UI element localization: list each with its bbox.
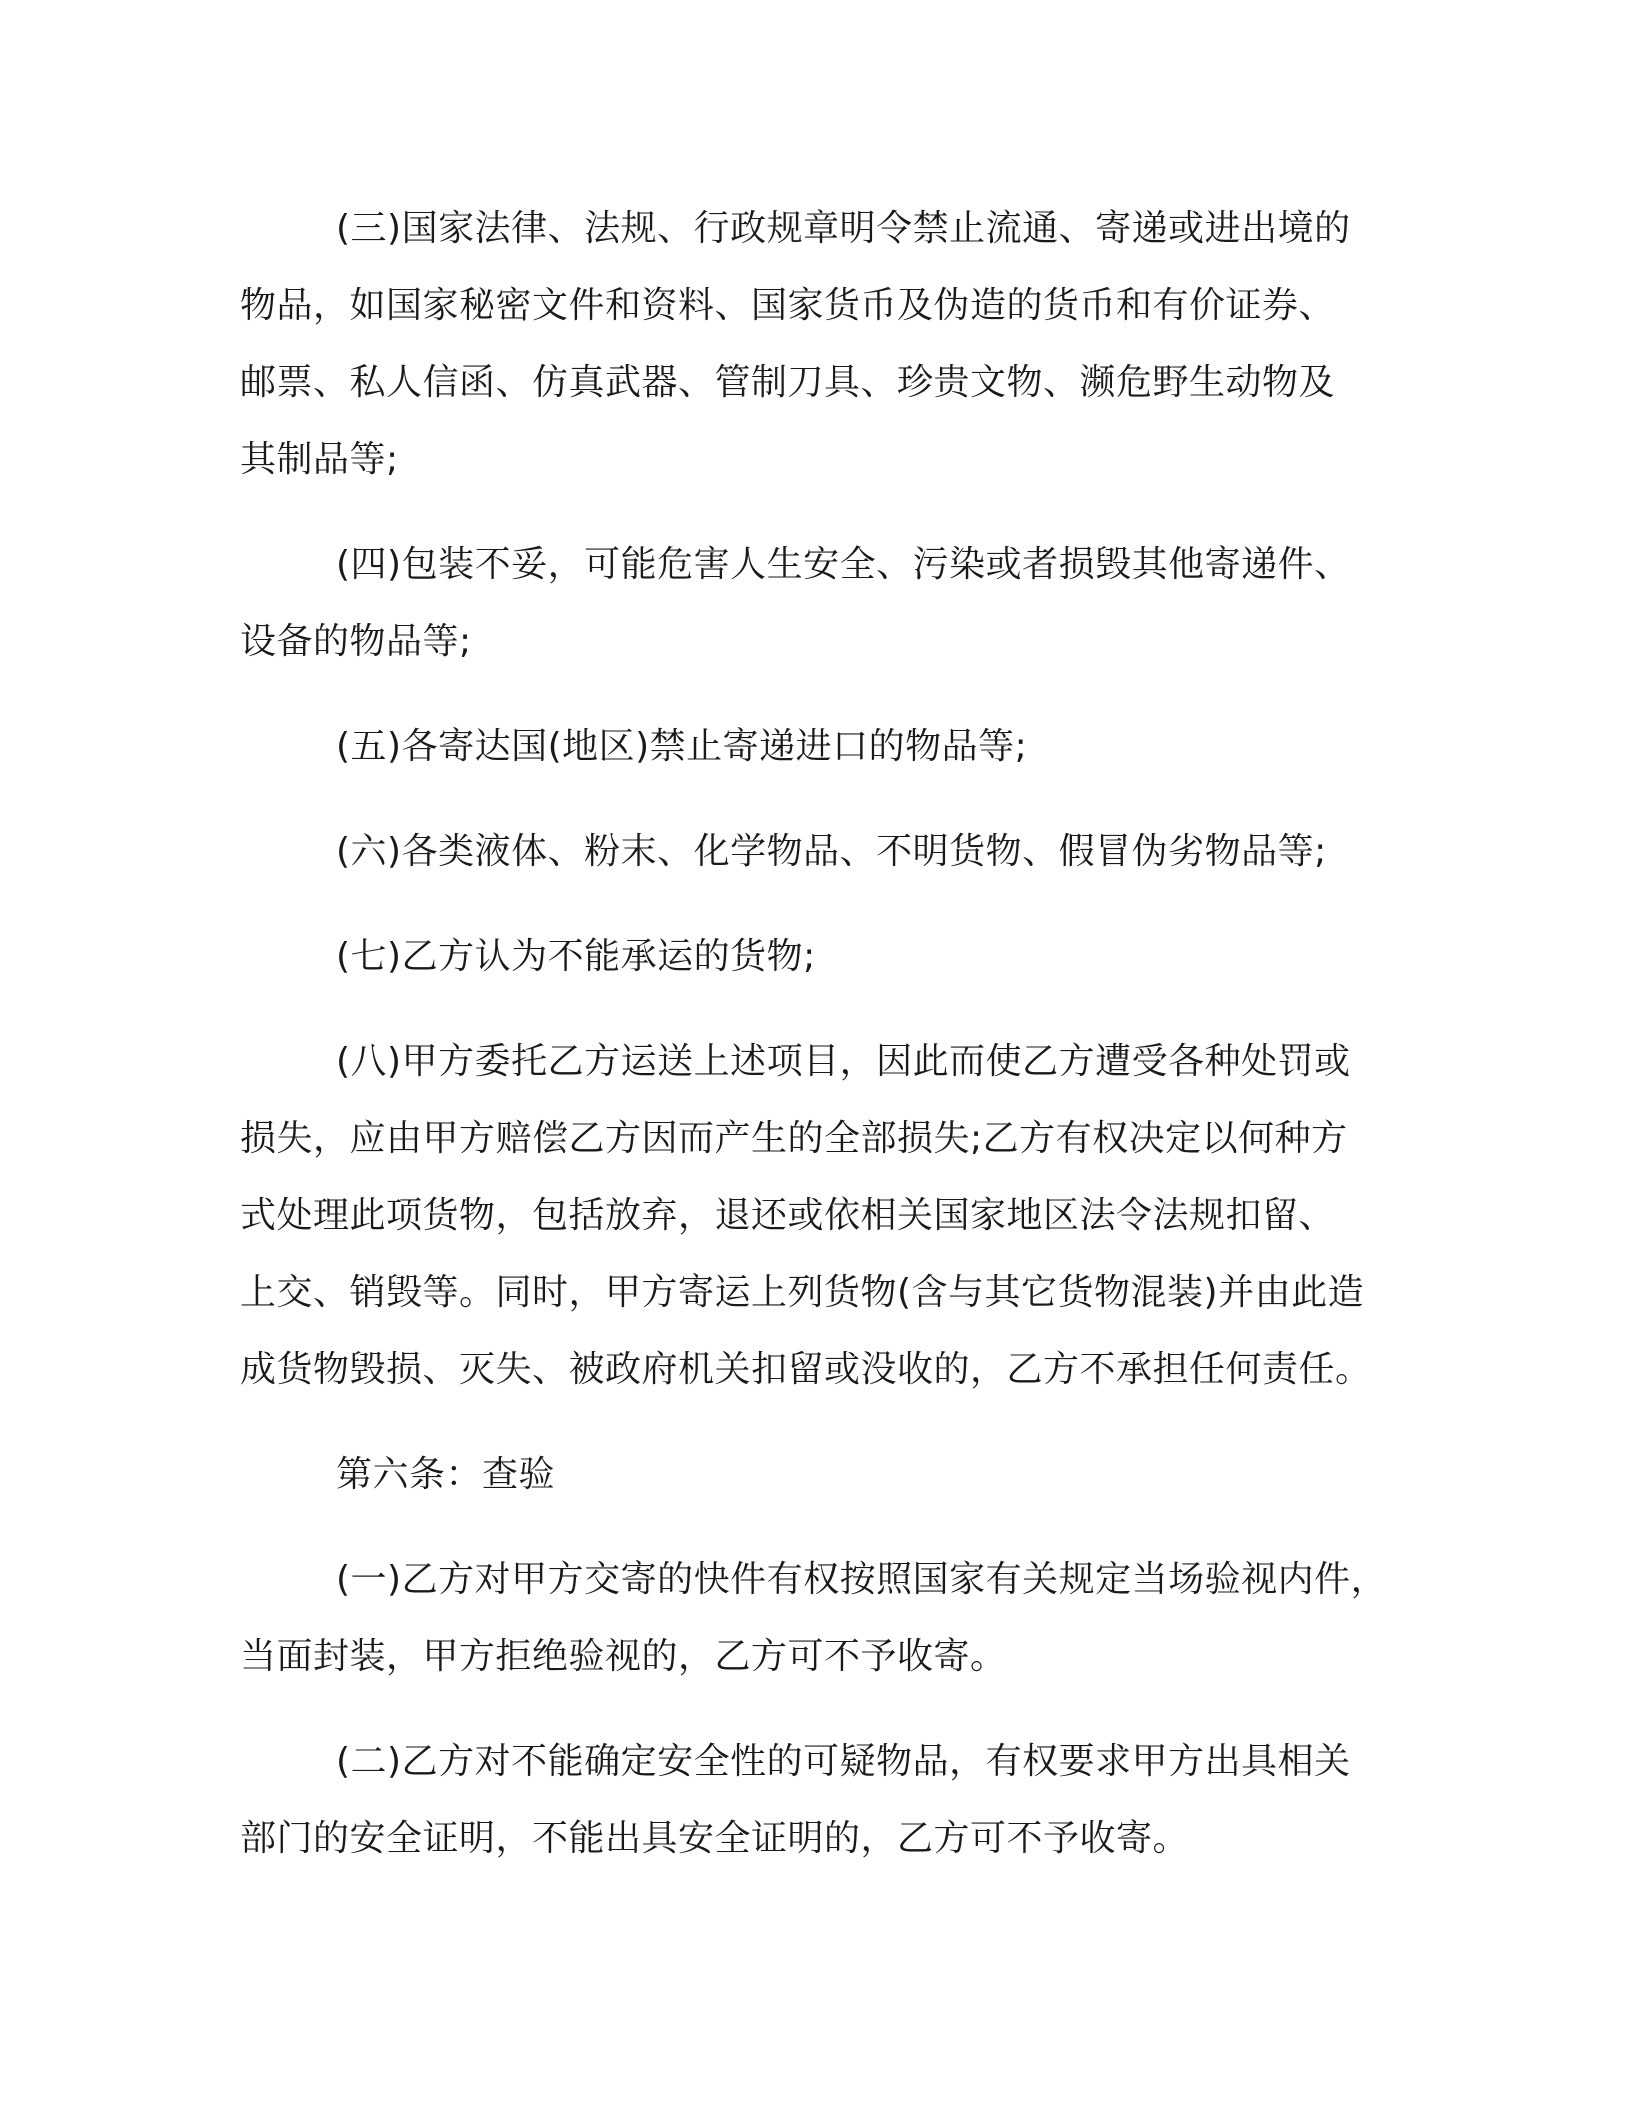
paragraph-item-6 <box>240 813 1400 890</box>
text-line: 邮票、私人信函、仿真武器、管制刀具、珍贵文物、濒危野生动物及 <box>240 362 1336 403</box>
paragraph-item-8 <box>240 1023 1400 1408</box>
text-line: (三)国家法律、法规、行政规章明令禁止流通、寄递或进出境的 <box>336 208 1351 249</box>
paragraph-item-4 <box>240 526 1400 680</box>
text-line: (七)乙方认为不能承运的货物; <box>336 936 816 977</box>
text-line: (四)包装不妥，可能危害人生安全、污染或者损毁其他寄递件、 <box>336 544 1351 585</box>
document-body <box>240 190 1400 1905</box>
section-paragraph-1 <box>240 1541 1400 1695</box>
section-heading: 第六条：查验 <box>336 1454 556 1495</box>
text-line: 部门的安全证明，不能出具安全证明的，乙方可不予收寄。 <box>240 1818 1190 1859</box>
text-line: 成货物毁损、灭失、被政府机关扣留或没收的，乙方不承担任何责任。 <box>240 1349 1372 1390</box>
text-line: 物品，如国家秘密文件和资料、国家货币及伪造的货币和有价证券、 <box>240 285 1336 326</box>
text-line: 其制品等; <box>240 439 399 480</box>
section-paragraph-2 <box>240 1723 1400 1877</box>
text-line: 当面封装，甲方拒绝验视的，乙方可不予收寄。 <box>240 1636 1007 1677</box>
text-line: 设备的物品等; <box>240 621 472 662</box>
text-line: 损失，应由甲方赔偿乙方因而产生的全部损失;乙方有权决定以何种方 <box>240 1118 1348 1159</box>
text-line: (二)乙方对不能确定安全性的可疑物品，有权要求甲方出具相关 <box>336 1741 1351 1782</box>
text-line: 上交、销毁等。同时，甲方寄运上列货物(含与其它货物混装)并由此造 <box>240 1272 1365 1313</box>
text-line: (八)甲方委托乙方运送上述项目，因此而使乙方遭受各种处罚或 <box>336 1041 1351 1082</box>
text-line: 式处理此项货物，包括放弃，退还或依相关国家地区法令法规扣留、 <box>240 1195 1336 1236</box>
paragraph-item-5 <box>240 708 1400 785</box>
text-line: (一)乙方对甲方交寄的快件有权按照国家有关规定当场验视内件， <box>336 1559 1388 1600</box>
text-line: (五)各寄达国(地区)禁止寄递进口的物品等; <box>336 726 1028 767</box>
paragraph-item-3 <box>240 190 1400 498</box>
paragraph-item-7 <box>240 918 1400 995</box>
text-line: (六)各类液体、粉末、化学物品、不明货物、假冒伪劣物品等; <box>336 831 1327 872</box>
